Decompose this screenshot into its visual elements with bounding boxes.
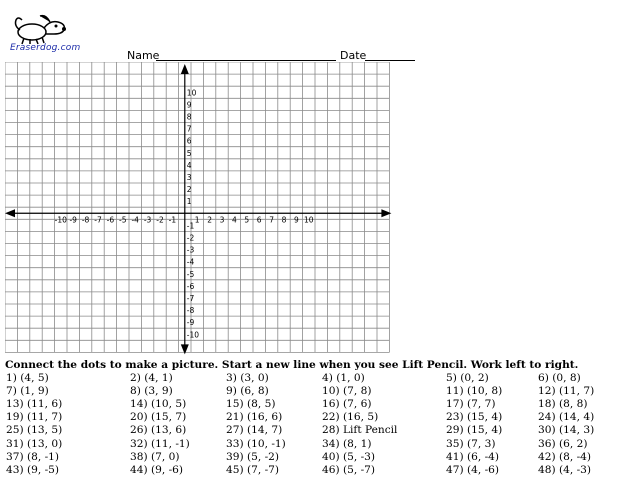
point-item: 43) (9, -5): [6, 463, 60, 476]
x-axis-left-arrow: [5, 209, 15, 217]
y-tick-label: 6: [186, 136, 192, 146]
eraser-dog-icon: [6, 6, 86, 48]
point-item: 41) (6, -4): [446, 450, 500, 463]
point-item: 18) (8, 8): [538, 398, 588, 411]
point-item: 21) (16, 6): [226, 411, 283, 424]
x-tick-label: 5: [244, 215, 250, 225]
point-item: 3) (3, 0): [226, 372, 269, 384]
point-item: 17) (7, 7): [446, 398, 496, 411]
point-item: 35) (7, 3): [446, 437, 496, 450]
instructions: Connect the dots to make a picture. Start a new line when you see Lift Pencil. Work left to right.: [5, 359, 579, 371]
point-item: 11) (10, 8): [446, 385, 503, 398]
x-tick-label: 8: [281, 215, 287, 225]
point-item: 30) (14, 3): [538, 424, 595, 437]
x-tick-label: -2: [156, 215, 164, 225]
x-tick-label: -10: [54, 215, 67, 225]
x-tick-label: -5: [119, 215, 127, 225]
coordinate-grid: [5, 62, 395, 358]
point-item: 8) (3, 9): [130, 385, 173, 398]
point-item: 37) (8, -1): [6, 450, 60, 463]
y-tick-label: -6: [186, 281, 195, 291]
y-axis-bottom-arrow: [181, 344, 189, 354]
point-item: 2) (4, 1): [130, 372, 173, 384]
point-item: 47) (4, -6): [446, 463, 500, 476]
y-tick-label: 2: [186, 185, 192, 195]
point-item: 24) (14, 4): [538, 411, 595, 424]
point-item: 6) (0, 8): [538, 372, 581, 384]
point-item: 10) (7, 8): [322, 385, 372, 398]
point-item: 23) (15, 4): [446, 411, 503, 424]
point-item: 7) (1, 9): [6, 385, 49, 398]
x-tick-label: -9: [69, 215, 77, 225]
y-tick-label: 9: [186, 100, 192, 110]
point-item: 16) (7, 6): [322, 398, 372, 411]
point-item: 25) (13, 5): [6, 424, 63, 437]
y-tick-label: -5: [186, 269, 195, 279]
x-tick-label: 9: [294, 215, 299, 225]
y-tick-label: -7: [186, 293, 195, 303]
name-label: Name: [127, 49, 160, 62]
x-tick-label: 4: [232, 215, 237, 225]
x-tick-label: 10: [304, 215, 314, 225]
x-tick-label: 2: [207, 215, 212, 225]
y-tick-label: 3: [186, 172, 192, 182]
point-item: 36) (6, 2): [538, 437, 588, 450]
point-item: 32) (11, -1): [130, 437, 190, 450]
x-axis-right-arrow: [381, 209, 391, 217]
x-tick-label: 3: [219, 215, 225, 225]
x-tick-label: 1: [194, 215, 200, 225]
date-field[interactable]: [365, 60, 415, 61]
logo: [6, 6, 86, 56]
point-item: 31) (13, 0): [6, 437, 63, 450]
point-item: 34) (8, 1): [322, 437, 372, 450]
point-item: 20) (15, 7): [130, 411, 187, 424]
y-tick-label: -2: [186, 233, 195, 243]
point-item: 12) (11, 7): [538, 385, 595, 398]
point-item: 40) (5, -3): [322, 450, 376, 463]
y-tick-label: -1: [186, 221, 195, 231]
y-tick-label: 10: [186, 88, 197, 98]
y-tick-label: 8: [186, 112, 192, 122]
y-tick-label: 5: [186, 148, 192, 158]
y-axis-top-arrow: [181, 64, 189, 74]
name-field[interactable]: [156, 60, 336, 61]
y-tick-label: 7: [186, 124, 192, 134]
x-tick-label: -7: [94, 215, 102, 225]
y-tick-label: 4: [186, 160, 192, 170]
point-item: 27) (14, 7): [226, 424, 283, 437]
point-item: 44) (9, -6): [130, 463, 184, 476]
y-tick-label: -9: [186, 318, 195, 328]
point-item: 9) (6, 8): [226, 385, 269, 398]
point-item: 26) (13, 6): [130, 424, 187, 437]
x-tick-label: -6: [106, 215, 115, 225]
point-item: 4) (1, 0): [322, 372, 365, 384]
point-item: 33) (10, -1): [226, 437, 286, 450]
point-item: 39) (5, -2): [226, 450, 280, 463]
point-item: 15) (8, 5): [226, 398, 276, 411]
x-tick-label: -4: [131, 215, 139, 225]
x-tick-label: -8: [81, 215, 90, 225]
logo-text: Eraserdog.com: [10, 43, 81, 53]
point-item: 48) (4, -3): [538, 463, 592, 476]
point-item: 46) (5, -7): [322, 463, 376, 476]
point-item: 14) (10, 5): [130, 398, 187, 411]
x-tick-label: -1: [168, 215, 177, 225]
point-item: 28) Lift Pencil: [322, 424, 398, 437]
y-tick-label: 1: [186, 197, 192, 207]
point-item: 29) (15, 4): [446, 424, 503, 437]
date-label: Date: [340, 49, 367, 62]
point-item: 38) (7, 0): [130, 450, 180, 463]
y-tick-label: -10: [186, 330, 200, 340]
y-tick-label: -8: [186, 306, 195, 316]
y-tick-label: -4: [186, 257, 195, 267]
point-item: 45) (7, -7): [226, 463, 280, 476]
point-item: 5) (0, 2): [446, 372, 489, 384]
x-tick-label: 7: [269, 215, 274, 225]
point-item: 42) (8, -4): [538, 450, 592, 463]
y-tick-label: -3: [186, 245, 195, 255]
point-item: 1) (4, 5): [6, 372, 49, 384]
point-item: 22) (16, 5): [322, 411, 379, 424]
x-tick-label: 6: [256, 215, 262, 225]
x-tick-label: -3: [143, 215, 152, 225]
point-item: 19) (11, 7): [6, 411, 63, 424]
point-item: 13) (11, 6): [6, 398, 63, 411]
